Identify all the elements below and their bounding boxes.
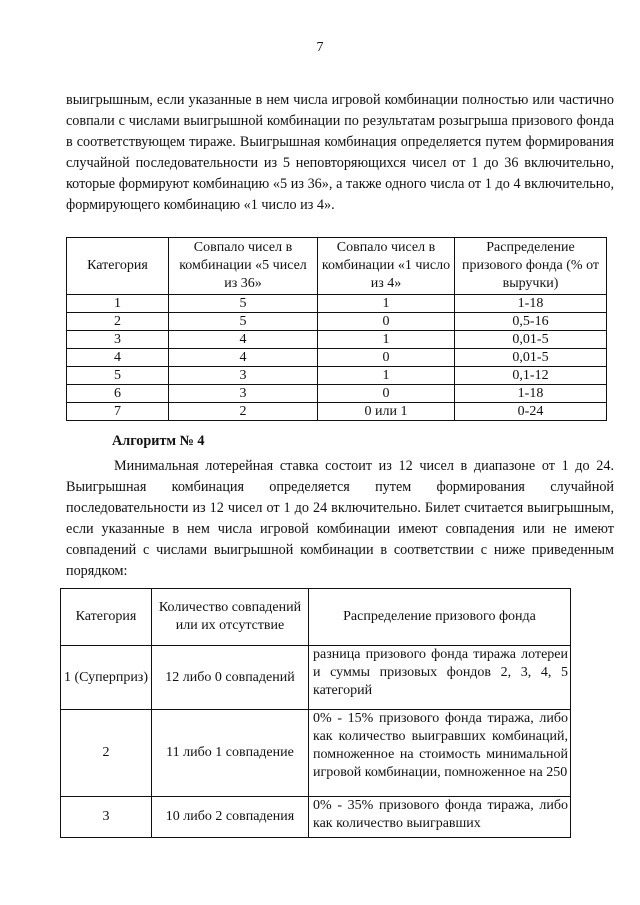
cell-matches-main: 3	[169, 367, 318, 385]
prize-table-algorithm-4	[60, 588, 571, 838]
cell-matches-extra: 1	[318, 295, 455, 313]
table-row	[67, 367, 607, 385]
cell-prize: 0% - 15% призового фонда тиража, либо как количество выигравших комбинаций, помноженное на стоимость минимальной игровой комбинации, помноженное на 250	[309, 710, 571, 797]
cell-category: 5	[67, 367, 169, 385]
table-row	[67, 349, 607, 367]
cell-matches-main: 4	[169, 331, 318, 349]
cell-matches-extra: 1	[318, 367, 455, 385]
cell-category: 1	[67, 295, 169, 313]
header-prize-distribution: Распределение призового фонда (% от выручки)	[455, 238, 607, 295]
cell-match-count: 10 либо 2 совпадения	[152, 797, 309, 838]
table-row	[67, 313, 607, 331]
algorithm-heading: Алгоритм № 4	[112, 433, 205, 449]
cell-match-count: 11 либо 1 совпадение	[152, 710, 309, 797]
table-row	[67, 295, 607, 313]
table-row	[61, 710, 571, 797]
cell-prize: 0,1-12	[455, 367, 607, 385]
cell-prize: разница призового фонда тиража лотереи и суммы призовых фондов 2, 3, 4, 5 категорий	[309, 646, 571, 710]
cell-prize: 0,01-5	[455, 331, 607, 349]
table-row	[67, 331, 607, 349]
cell-matches-extra: 0	[318, 313, 455, 331]
intro-paragraph: выигрышным, если указанные в нем числа игровой комбинации полностью или частично совпали с числами выигрышной комбинации по результатам розыгрыша призового фонда в соответствующем тираже. Выигрышная комбинация определяется путем формирования случайной последовательности из 5 неповторяющихся чисел от 1 до 36 включительно, которые формируют комбинацию «5 из 36», а также одного числа от 1 до 4 включительно, формирующего комбинацию «1 число из 4».	[66, 92, 614, 213]
cell-category: 2	[61, 710, 152, 797]
cell-matches-extra: 0	[318, 349, 455, 367]
table-header-row	[67, 238, 607, 295]
cell-category: 2	[67, 313, 169, 331]
cell-category: 7	[67, 403, 169, 421]
cell-category: 4	[67, 349, 169, 367]
cell-category: 1 (Суперприз)	[61, 646, 152, 710]
cell-prize: 1-18	[455, 295, 607, 313]
cell-prize: 0% - 35% призового фонда тиража, либо как количество выигравших	[309, 797, 571, 838]
header-match-count: Количество совпадений или их отсутствие	[152, 589, 309, 646]
algorithm-paragraph: Минимальная лотерейная ставка состоит из 12 чисел в диапазоне от 1 до 24. Выигрышная комбинация определяется путем формирования случайной последовательности из 12 чисел от 1 до 24 включительно. Билет считается выигрышным, если указанные в нем числа игровой комбинации имеют совпадения или не имеют совпадений с числами выигрышной комбинации в соответствии с ниже приведенным порядком:	[66, 458, 614, 579]
cell-matches-main: 5	[169, 295, 318, 313]
cell-matches-main: 4	[169, 349, 318, 367]
cell-category: 6	[67, 385, 169, 403]
header-matches-1-of-4: Совпало чисел в комбинации «1 число из 4»	[318, 238, 455, 295]
header-prize-distribution: Распределение призового фонда	[309, 589, 571, 646]
cell-matches-main: 5	[169, 313, 318, 331]
table-row	[67, 385, 607, 403]
cell-match-count: 12 либо 0 совпадений	[152, 646, 309, 710]
cell-prize: 0,5-16	[455, 313, 607, 331]
cell-matches-extra: 1	[318, 331, 455, 349]
header-matches-5-of-36: Совпало чисел в комбинации «5 чисел из 36»	[169, 238, 318, 295]
header-category: Категория	[67, 238, 169, 295]
table-header-row	[61, 589, 571, 646]
cell-matches-extra: 0 или 1	[318, 403, 455, 421]
table-row	[61, 646, 571, 710]
page-number: 7	[316, 40, 324, 55]
prize-table-algorithm-3	[66, 237, 607, 421]
cell-matches-main: 3	[169, 385, 318, 403]
table-row	[61, 797, 571, 838]
table-row	[67, 403, 607, 421]
cell-matches-extra: 0	[318, 385, 455, 403]
cell-category: 3	[67, 331, 169, 349]
cell-matches-main: 2	[169, 403, 318, 421]
cell-prize: 0-24	[455, 403, 607, 421]
cell-prize: 0,01-5	[455, 349, 607, 367]
cell-category: 3	[61, 797, 152, 838]
header-category: Категория	[61, 589, 152, 646]
cell-prize: 1-18	[455, 385, 607, 403]
